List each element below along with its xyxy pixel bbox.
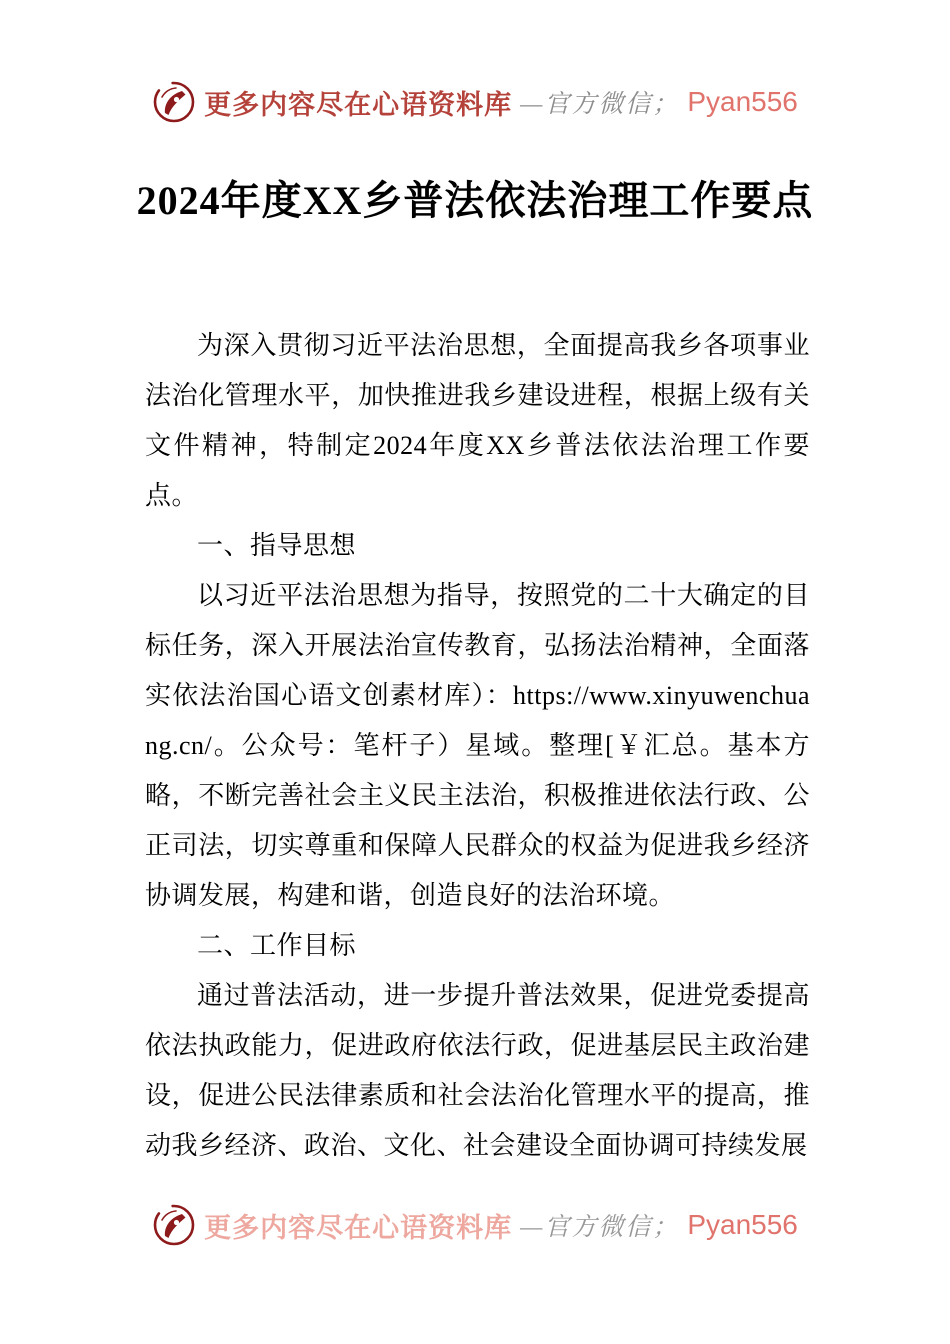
header-brand-text: 更多内容尽在心语资料库	[204, 89, 513, 120]
section-heading: 二、工作目标	[197, 931, 357, 960]
document-title: 2024年度XX乡普法依法治理工作要点	[136, 178, 814, 223]
body-paragraph: 通过普法活动，进一步提升普法效果，促进党委提高依法执政能力，促进政府依法行政，促进基层民主政治建设，促进公民法律素质和社会法治化管理水平的提高，推动我乡经济、政治、文化、社会建设全面协调可持续发展	[145, 981, 810, 1160]
doc-body	[145, 321, 810, 1171]
body-paragraph: 为深入贯彻习近平法治思想，全面提高我乡各项事业法治化管理水平，加快推进我乡建设进程，根据上级有关文件精神，特制定2024年度XX乡普法依法治理工作要点。	[145, 331, 810, 510]
section-heading: 一、指导思想	[197, 531, 357, 560]
header-brand	[0, 73, 950, 131]
xinyu-logo-icon	[152, 80, 196, 124]
header-wechat-id: Pyan556	[687, 86, 798, 117]
body-paragraph: 以习近平法治思想为指导，按照党的二十大确定的目标任务，深入开展法治宣传教育，弘扬法治精神，全面落实依法治国心语文创素材库）：https://www.xinyuwenchuang.cn/。公众号：笔杆子）星域。整理[￥汇总。基本方略，不断完善社会主义民主法治，积极推进依法行政、公正司法，切实尊重和保障人民群众的权益为促进我乡经济协调发展，构建和谐，创造良好的法治环境。	[145, 581, 810, 910]
footer-wechat-label: —官方微信；	[520, 1214, 680, 1241]
xinyu-logo-icon	[152, 1203, 196, 1247]
header-wechat-label: —官方微信；	[520, 91, 680, 118]
footer-wechat-id: Pyan556	[687, 1209, 798, 1240]
footer-brand	[0, 1196, 950, 1254]
footer-brand-text: 更多内容尽在心语资料库	[204, 1212, 513, 1243]
